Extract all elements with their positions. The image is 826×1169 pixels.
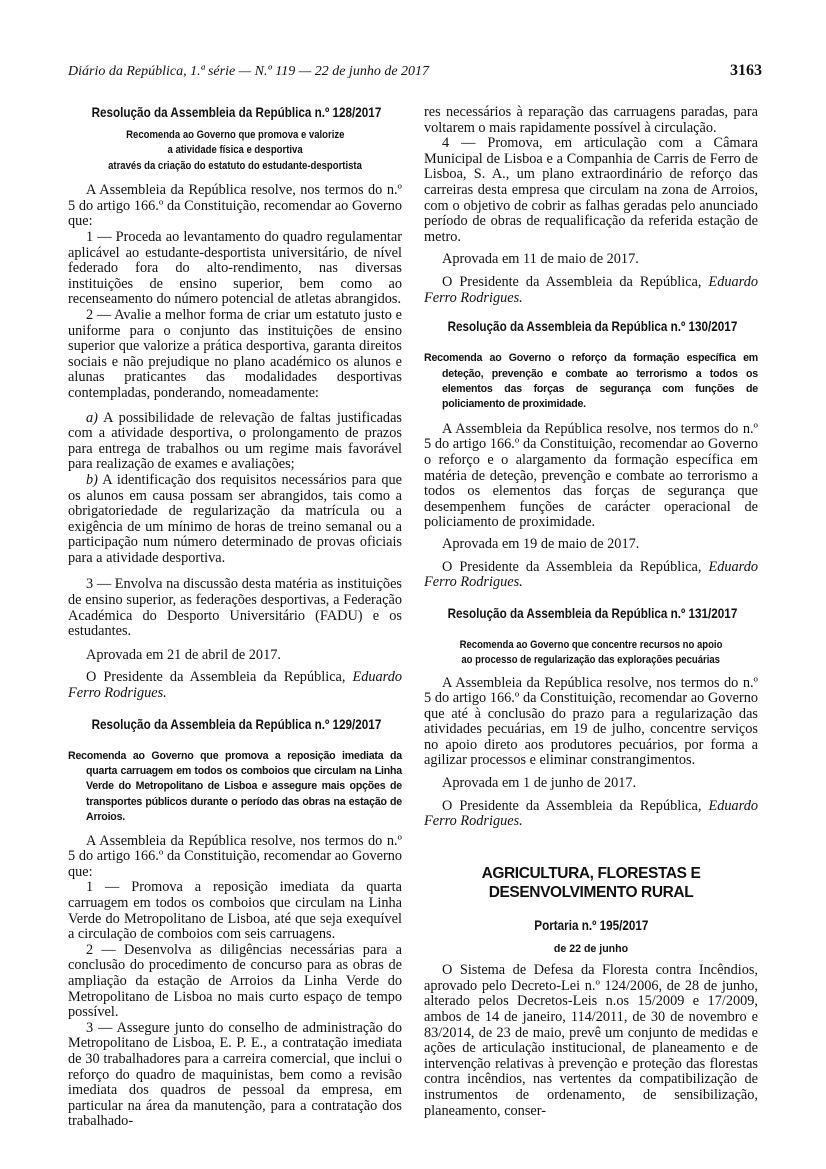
paragraph: A Assembleia da República resolve, nos termos do n.º 5 do artigo 166.º da Constituição, recomendar ao Governo que:: [68, 182, 402, 230]
res129-approved: [424, 252, 758, 268]
title-text: Resolução da Assembleia da República n.º 129/2017: [91, 716, 382, 732]
res130-subtitle: Recomenda ao Governo o reforço da formação específica em deteção, prevenção e combate ao terrorismo a todos os elementos das forças de segurança com funções de policiamento de proximidade.: [424, 352, 758, 411]
res130-body: [424, 422, 758, 531]
res129-title: [68, 716, 402, 733]
res131-body: [424, 676, 758, 770]
subtitle-line: ao processo de regularização das explorações pecuárias: [461, 654, 721, 667]
res128-signature: [68, 670, 402, 701]
title-text: Resolução da Assembleia da República n.º 128/2017: [91, 105, 382, 120]
paragraph: 2 — Desenvolva as diligências necessárias para a conclusão do procedimento de concurso para as obras de ampliação da estação de Arroios da Linha Verde do Metropolitano de Lisboa no mais curto espaço de tempo possível.: [68, 941, 402, 1021]
paragraph: A Assembleia da República resolve, nos termos do n.º 5 do artigo 166.º da Constituição, recomendar ao Governo que até à conclusão do prazo para a regularização das atividades pecuárias, em 19 de julho, concentre serviços no apoio direto aos produtores pecuários, por forma a agilizar processos e eliminar constrangimentos.: [424, 674, 758, 769]
item-label: b): [86, 471, 98, 488]
res128-item3: [68, 577, 402, 639]
res129-signature: [424, 275, 758, 306]
res129-body: [68, 834, 402, 1130]
res131-approved: [424, 776, 758, 792]
ministry-section-heading: AGRICULTURA, FLORESTAS E DESENVOLVIMENTO RURAL: [481, 864, 701, 901]
portaria-body: [424, 963, 758, 1119]
right-column: [424, 105, 758, 1119]
signer-prefix: O Presidente da Assembleia da República,: [442, 797, 709, 814]
res130-approved: [424, 537, 758, 553]
item-text: A identificação dos requisitos necessários para que os alunos em causa possam ser abrangidos, tais como a obrigatoriedade de regularização da matrícula ou a exigência de um mínimo de horas de treino semanal ou a participação num número determinado de provas oficiais para a atividade desportiva.: [68, 471, 402, 566]
paragraph: 1 — Proceda ao levantamento do quadro regulamentar aplicável ao estudante-desportista universitário, de nível federado fora do alto-rendimento, nas diversas instituições de ensino superior, bem como ao recenseamento do número potencial de atletas abrangidos.: [68, 229, 402, 308]
paragraph: 2 — Avalie a melhor forma de criar um estatuto justo e uniforme para o conjunto das instituições de ensino superior que valorize a prática desportiva, garanta direitos sociais e não prejudique no plano académico os alunos e alunas praticantes das modalidades desportivas contempladas, ponderando, nomeadamente:: [68, 306, 402, 401]
item-label: a): [86, 409, 98, 426]
paragraph: A Assembleia da República resolve, nos termos do n.º 5 do artigo 166.º da Constituição, recomendar ao Governo que:: [68, 832, 402, 880]
paragraph: 4 — Promova, em articulação com a Câmara Municipal de Lisboa e a Companhia de Carris de Ferro de Lisboa, S. A., um plano extraordinário de reforço das carreiras desta empresa que circulam na zona de Arroios, com o objetivo de cobrir as falhas geradas pelo anunciado período de obras de requalificação da referida estação de metro.: [424, 135, 758, 245]
portaria-date: de 22 de junho: [553, 942, 629, 955]
signer-name: Eduardo Ferro Rodrigues.: [424, 558, 758, 591]
signer-name: Eduardo Ferro Rodrigues.: [68, 669, 402, 702]
paragraph: A Assembleia da República resolve, nos termos do n.º 5 do artigo 166.º da Constituição, recomendar ao Governo o reforço e o alargamento da formação específica em matéria de deteção, prevenção e combate ao terrorismo a todos os elementos das forças de segurança que desempenhem funções de carácter operacional de policiamento de proximidade.: [424, 420, 758, 531]
res130-signature: [424, 560, 758, 591]
res128-title: [68, 104, 402, 121]
res128-subtitle: [68, 128, 402, 174]
page-number: 3163: [730, 62, 762, 79]
running-header: Diário da República, 1.ª série — N.º 119 — 22 de junho de 2017: [68, 64, 430, 79]
list-item-b: [68, 473, 402, 567]
title-text: Resolução da Assembleia da República n.º 131/2017: [447, 605, 738, 621]
res130-title: [424, 318, 758, 335]
paragraph: 3 — Assegure junto do conselho de administração do Metropolitano de Lisboa, E. P. E., a contratação imediata de 30 trabalhadores para a carreira comercial, que inclui o reforço do quadro de maquinistas, bem como a revisão imediata dos quadros de pessoal da empresa, em particular na área da manutenção, para a contratação dos trabalhado-: [68, 1019, 402, 1130]
title-text: Resolução da Assembleia da República n.º 130/2017: [447, 319, 738, 335]
res131-signature: [424, 799, 758, 830]
item-text: A possibilidade de relevação de faltas justificadas com a atividade desportiva, o prolongamento de prazos para entrega de trabalhos ou um regime mais favorável para realização de exames e avaliações;: [68, 409, 402, 473]
approval-date: Aprovada em 1 de junho de 2017.: [442, 775, 637, 792]
subtitle-line: a atividade física e desportiva: [167, 144, 303, 157]
signer-name: Eduardo Ferro Rodrigues.: [424, 797, 758, 830]
signer-name: Eduardo Ferro Rodrigues.: [424, 273, 758, 306]
approval-date: Aprovada em 21 de abril de 2017.: [86, 646, 281, 663]
res128-body: [68, 183, 402, 401]
signer-prefix: O Presidente da Assembleia da República,: [86, 669, 353, 686]
res128-approved: [68, 648, 402, 664]
res131-title: [424, 605, 758, 622]
signer-prefix: O Presidente da Assembleia da República,: [442, 558, 709, 575]
left-column: [68, 104, 402, 1130]
paragraph: 3 — Envolva na discussão desta matéria as instituições de ensino superior, as federações desportivas, a Federação Académica do Desporto Universitário (FADU) e os estudantes.: [68, 576, 402, 640]
signer-prefix: O Presidente da Assembleia da República,: [442, 273, 709, 290]
res128-list: [68, 411, 402, 567]
res131-subtitle: [424, 638, 758, 669]
res129-subtitle: Recomenda ao Governo que promova a reposição imediata da quarta carruagem em todos os comboios que circulam na Linha Verde do Metropolitano de Lisboa e assegure mais opções de transportes públicos durante o período das obras na estação de Arroios.: [68, 749, 402, 824]
paragraph: 1 — Promova a reposição imediata da quarta carruagem em todos os comboios que circulam na Linha Verde do Metropolitano de Lisboa, até que seja exequível a circulação de comboios com seis carruagens.: [68, 879, 402, 943]
approval-date: Aprovada em 11 de maio de 2017.: [442, 251, 639, 268]
title-text: Portaria n.º 195/2017: [533, 917, 649, 933]
res129-body-cont: [424, 105, 758, 245]
paragraph: res necessários à reparação das carruagens paradas, para voltarem o mais rapidamente possível à circulação.: [424, 104, 758, 136]
subtitle-line: Recomenda ao Governo que concentre recursos no apoio: [459, 638, 723, 651]
list-item-a: [68, 411, 402, 473]
approval-date: Aprovada em 19 de maio de 2017.: [442, 535, 640, 552]
subtitle-line: através da criação do estatuto do estudante-desportista: [108, 159, 362, 172]
portaria-title: [424, 917, 758, 934]
subtitle-line: Recomenda ao Governo que promova e valorize: [125, 129, 345, 141]
paragraph: O Sistema de Defesa da Floresta contra Incêndios, aprovado pelo Decreto-Lei n.º 124/2006, de 28 de junho, alterado pelos Decretos-Leis n.os 15/2009 e 17/2009, ambos de 14 de janeiro, 114/2011, de 30 de novembro e 83/2014, de 23 de maio, prevê um conjunto de medidas e ações de articulação institucional, de planeamento e de intervenção relativas à prevenção e proteção das florestas contra incêndios, nas vertentes da compatibilização de instrumentos de ordenamento, de sensibilização, planeamento, conser-: [424, 962, 758, 1119]
